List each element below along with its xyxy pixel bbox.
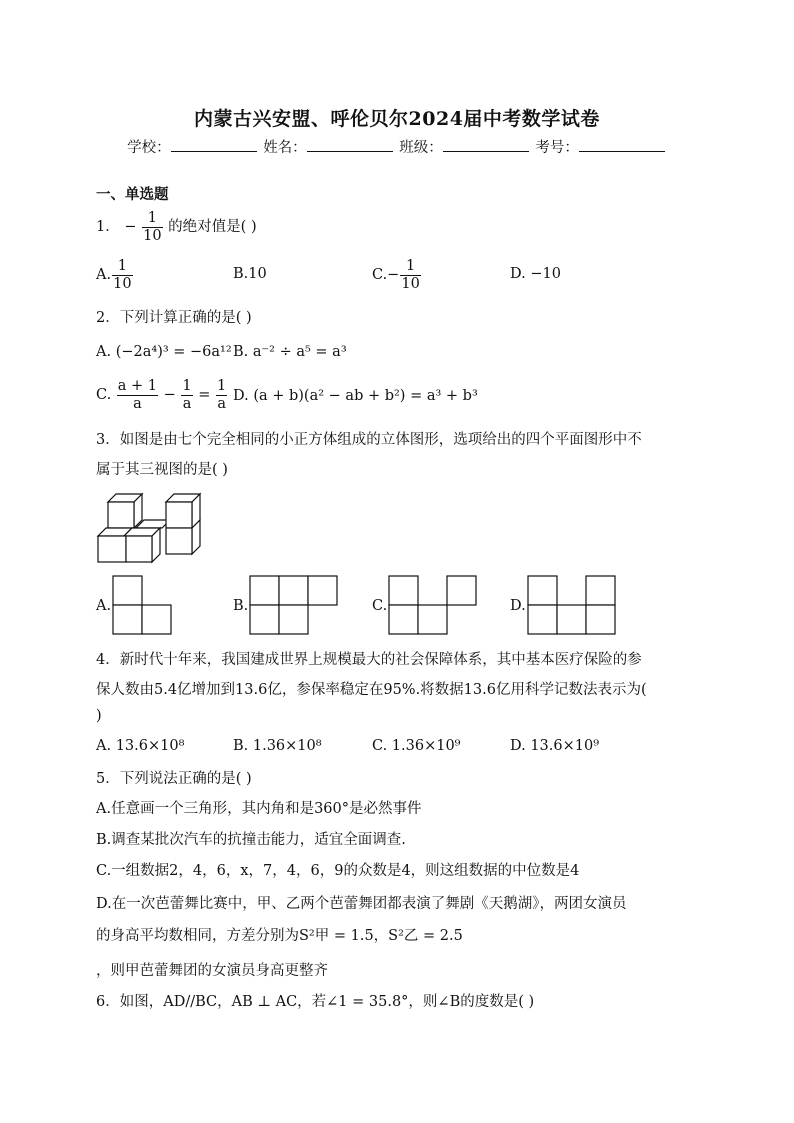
q2-option-d: [233, 388, 478, 404]
numerator: 1: [112, 258, 132, 276]
denominator: a: [133, 395, 142, 412]
q2-option-a: [96, 344, 232, 360]
q3-option-b-figure: [249, 575, 339, 635]
minus-sign: −: [163, 387, 176, 404]
option-label: A.: [96, 344, 112, 360]
denominator: 10: [143, 227, 162, 244]
question-1-stem: [96, 210, 257, 244]
q4-option-d: D. 13.6×10⁹: [510, 738, 600, 754]
q4-option-a: A. 13.6×10⁸: [96, 738, 185, 754]
fraction: [112, 258, 132, 292]
fraction: [181, 378, 192, 412]
q5-option-c: C.一组数据2，4，6，x，7，4，6，9的众数是4，则这组数据的中位数是4: [96, 863, 580, 879]
q2-option-b: [233, 344, 347, 360]
math-expression: (a + b)(a² − ab + b²) = a³ + b³: [253, 388, 478, 404]
section-heading: 一、单选题: [96, 186, 169, 203]
numerator: 1: [217, 378, 227, 394]
question-4-stem-line2: 保人数由5.4亿增加到13.6亿，参保率稳定在95%.将数据13.6亿用科学记数法表示为(: [96, 682, 647, 698]
class-blank: [443, 139, 529, 152]
question-number: 1．: [96, 219, 120, 236]
school-blank: [171, 139, 257, 152]
equals-sign: =: [198, 387, 211, 404]
denominator: 10: [401, 275, 420, 292]
option-label: B.: [233, 344, 249, 360]
question-4-stem-line1: 4．新时代十年来，我国建成世界上规模最大的社会保障体系，其中基本医疗保险的参: [96, 652, 642, 668]
denominator: a: [217, 395, 226, 412]
q2-option-c: [96, 378, 228, 412]
q3-option-b-label: B.: [233, 598, 249, 614]
denominator: 10: [113, 275, 132, 292]
option-label: A.: [96, 267, 112, 284]
option-label: C.: [96, 387, 112, 404]
q5-option-d-line2: 的身高平均数相同，方差分别为S²甲 = 1.5，S²乙 = 2.5: [96, 928, 463, 944]
q4-option-b: B. 1.36×10⁸: [233, 738, 322, 754]
exam-number-label: 考号：: [535, 140, 579, 156]
q1-option-c: [372, 258, 422, 292]
numerator: 1: [400, 258, 420, 276]
q1-option-b: B.10: [233, 266, 267, 282]
fraction: [117, 378, 158, 412]
option-label: C.−: [372, 267, 400, 284]
minus-sign: −: [124, 219, 137, 236]
q3-option-c-figure: [388, 575, 478, 635]
q3-option-c-label: C.: [372, 598, 388, 614]
fraction: [216, 378, 227, 412]
question-4-stem-line3: ): [96, 708, 102, 724]
q4-option-c: C. 1.36×10⁹: [372, 738, 461, 754]
question-3-stem-line2: 属于其三视图的是( ): [96, 462, 228, 478]
denominator: a: [182, 395, 192, 412]
q3-option-d-figure: [527, 575, 617, 635]
q1-option-d: D. −10: [510, 266, 561, 282]
question-2-stem: 2．下列计算正确的是( ): [96, 310, 252, 326]
option-label: D.: [233, 388, 249, 404]
numerator: 1: [142, 210, 162, 228]
fraction: [142, 210, 162, 244]
q5-option-b: B.调查某批次汽车的抗撞击能力，适宜全面调查.: [96, 832, 406, 848]
q5-option-d-line1: D.在一次芭蕾舞比赛中，甲、乙两个芭蕾舞团都表演了舞剧《天鹅湖》，两团女演员: [96, 896, 627, 912]
q3-option-d-label: D.: [510, 598, 526, 614]
question-6-stem: 6．如图，AD//BC，AB ⊥ AC，若∠1 = 35.8°，则∠B的度数是( ): [96, 994, 535, 1010]
cube-solid-figure: [96, 488, 212, 570]
question-text: 的绝对值是( ): [168, 219, 257, 236]
student-info-row: [0, 136, 794, 157]
exam-number-blank: [579, 139, 665, 152]
exam-title: 内蒙古兴安盟、呼伦贝尔2024届中考数学试卷: [194, 108, 600, 130]
q5-option-d-line3: ，则甲芭蕾舞团的女演员身高更整齐: [96, 963, 328, 979]
numerator: a + 1: [117, 378, 158, 394]
math-expression: a⁻² ÷ a⁵ = a³: [252, 344, 347, 360]
name-label: 姓名：: [263, 140, 307, 156]
school-label: 学校：: [127, 140, 171, 156]
fraction: [400, 258, 420, 292]
math-expression: (−2a⁴)³ = −6a¹²: [115, 344, 232, 360]
q5-option-a: A.任意画一个三角形，其内角和是360°是必然事件: [96, 801, 422, 817]
question-5-stem: 5．下列说法正确的是( ): [96, 771, 252, 787]
numerator: 1: [182, 378, 192, 394]
question-3-stem-line1: 3．如图是由七个完全相同的小正方体组成的立体图形，选项给出的四个平面图形中不: [96, 432, 642, 448]
name-blank: [307, 139, 393, 152]
q1-option-a: [96, 258, 134, 292]
class-label: 班级：: [399, 140, 443, 156]
q3-option-a-figure: [112, 575, 172, 635]
q3-option-a-label: A.: [96, 598, 112, 614]
